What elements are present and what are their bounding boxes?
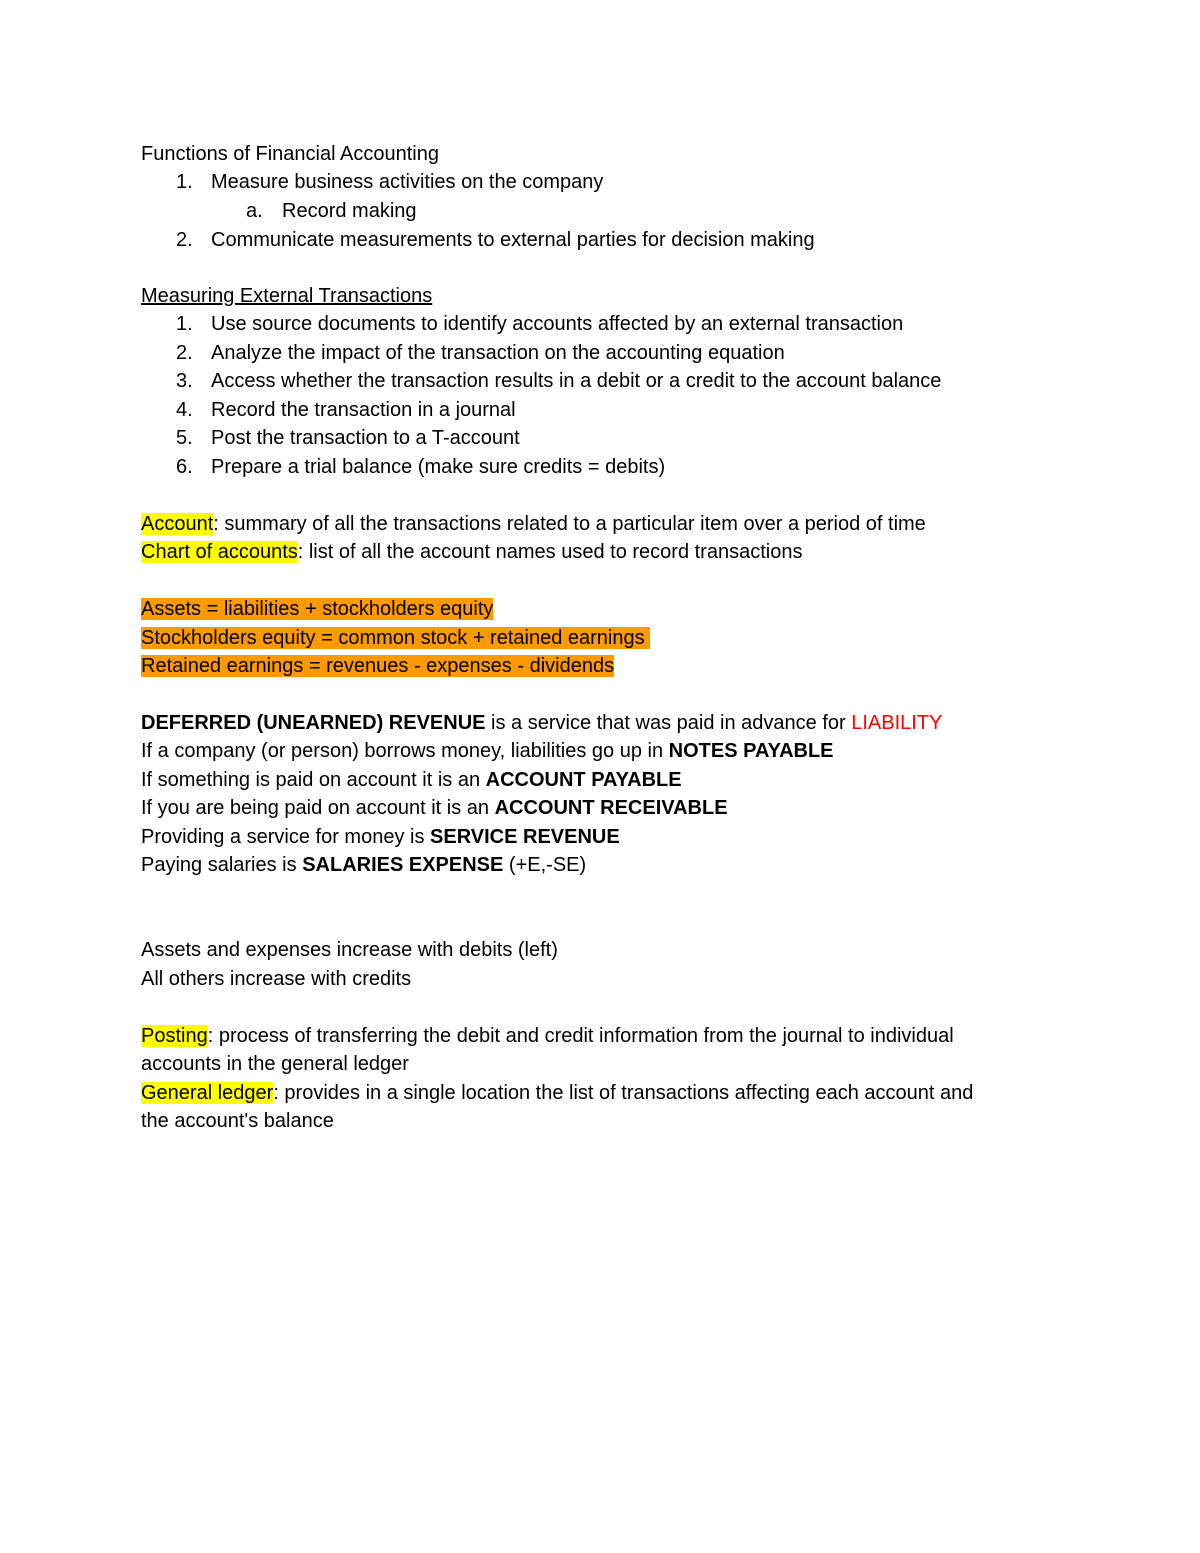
term-bold: DEFERRED (UNEARNED) REVENUE [141, 712, 486, 734]
term-highlight: Account [141, 513, 214, 535]
list-item-text: Record the transaction in a journal [211, 399, 516, 421]
list-item-text: Use source documents to identify accounts affected by an external transaction [211, 313, 904, 335]
rule-credits: All others increase with credits [141, 968, 412, 990]
list-number: 5. [176, 427, 193, 449]
definition-text: : summary of all the transactions related to a particular item over a period of time [213, 513, 926, 535]
list-item-text: Prepare a trial balance (make sure credits = debits) [211, 456, 666, 478]
definition-chart-of-accounts [141, 538, 802, 567]
equation-retained-earnings: Retained earnings = revenues - expenses - dividends [141, 655, 615, 677]
list-item [0, 310, 1200, 339]
section-heading-functions: Functions of Financial Accounting [141, 143, 439, 165]
term-red: LIABILITY [851, 712, 943, 734]
list-item-text: Analyze the impact of the transaction on the accounting equation [211, 342, 785, 364]
equation-stockholders-equity: Stockholders equity = common stock + retained earnings [141, 627, 651, 649]
term-text: is a service that was paid in advance for [485, 712, 852, 734]
term-text: Providing a service for money is [141, 826, 431, 848]
definition-text: : provides in a single location the list of transactions affecting each account and [273, 1082, 974, 1104]
definition-text: : list of all the account names used to record transactions [297, 541, 803, 563]
definition-text: : process of transferring the debit and credit information from the journal to individual [207, 1025, 954, 1047]
term-account-receivable [141, 794, 728, 823]
term-bold: ACCOUNT PAYABLE [485, 769, 682, 791]
list-item-text: Post the transaction to a T-account [211, 427, 520, 449]
definition-general-ledger [141, 1079, 973, 1108]
term-bold: NOTES PAYABLE [668, 740, 834, 762]
term-text: If you are being paid on account it is an [141, 797, 495, 819]
definition-text-continued: accounts in the general ledger [141, 1053, 409, 1075]
list-item [0, 339, 1200, 368]
list-item-text: Communicate measurements to external parties for decision making [211, 229, 815, 251]
list-number: 4. [176, 399, 193, 421]
list-item [0, 453, 1200, 482]
term-text: If a company (or person) borrows money, liabilities go up in [141, 740, 669, 762]
term-notes-payable [141, 737, 834, 766]
rule-debits: Assets and expenses increase with debits (left) [141, 939, 558, 961]
term-deferred-revenue [141, 709, 942, 738]
list-number: 1. [176, 171, 193, 193]
term-highlight: Posting [141, 1025, 208, 1047]
equation-accounting: Assets = liabilities + stockholders equity [141, 598, 494, 620]
list-number: 6. [176, 456, 193, 478]
term-salaries-expense [141, 851, 586, 880]
list-item [0, 396, 1200, 425]
sub-list-item [0, 197, 1200, 226]
list-item [0, 168, 1200, 197]
term-bold: SERVICE REVENUE [430, 826, 620, 848]
term-highlight: General ledger [141, 1082, 274, 1104]
list-item [0, 367, 1200, 396]
list-letter: a. [246, 200, 263, 222]
definition-posting [141, 1022, 954, 1051]
list-item-text: Record making [282, 200, 417, 222]
list-number: 2. [176, 229, 193, 251]
term-account-payable [141, 766, 682, 795]
list-item [0, 424, 1200, 453]
definition-text-continued: the account's balance [141, 1110, 334, 1132]
term-text: Paying salaries is [141, 854, 303, 876]
term-text: (+E,-SE) [503, 854, 587, 876]
list-number: 3. [176, 370, 193, 392]
section-heading-measuring: Measuring External Transactions [141, 285, 433, 307]
term-bold: ACCOUNT RECEIVABLE [494, 797, 728, 819]
term-service-revenue [141, 823, 620, 852]
list-number: 2. [176, 342, 193, 364]
term-bold: SALARIES EXPENSE [302, 854, 504, 876]
list-number: 1. [176, 313, 193, 335]
term-text: If something is paid on account it is an [141, 769, 486, 791]
list-item-text: Access whether the transaction results in a debit or a credit to the account balance [211, 370, 942, 392]
term-highlight: Chart of accounts [141, 541, 298, 563]
list-item [0, 226, 1200, 255]
definition-account [141, 510, 926, 539]
list-item-text: Measure business activities on the company [211, 171, 604, 193]
